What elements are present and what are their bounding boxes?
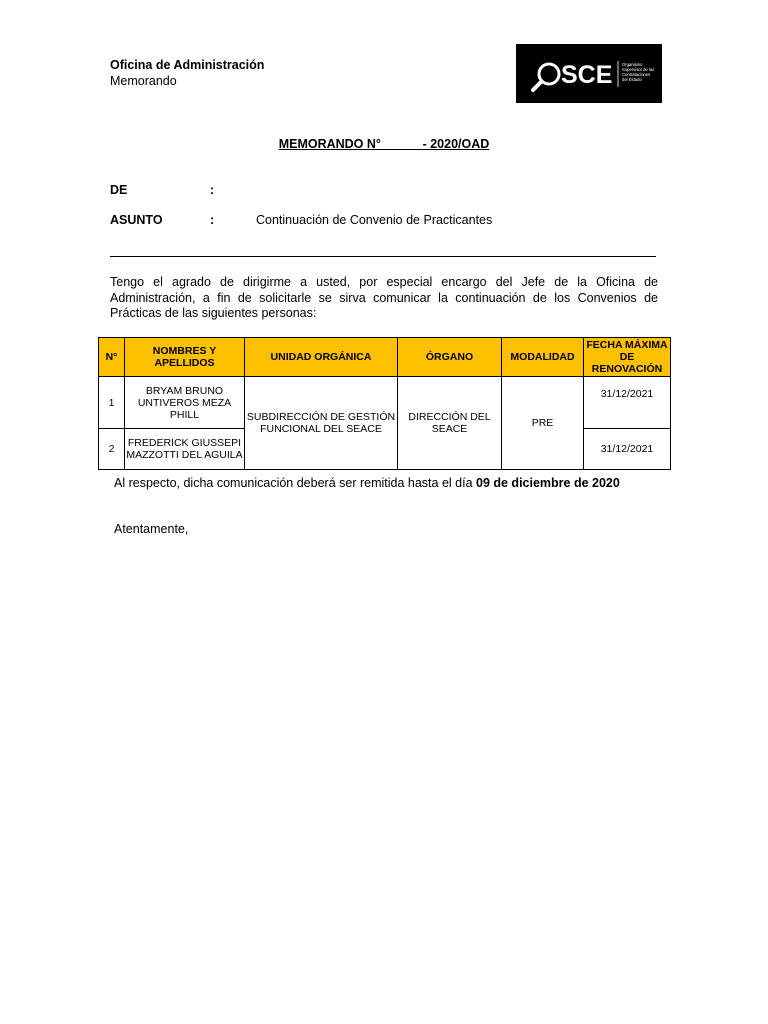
office-name: Oficina de Administración xyxy=(110,58,265,72)
header-organo: ÓRGANO xyxy=(398,338,502,377)
row-number: 1 xyxy=(99,377,125,429)
table-row xyxy=(99,377,671,429)
memo-title-suffix: - 2020/OAD xyxy=(422,137,490,151)
asunto-colon: : xyxy=(210,213,215,227)
header-num: N° xyxy=(99,338,125,377)
header-names: NOMBRES Y APELLIDOS xyxy=(125,338,245,377)
deadline-date: 09 de diciembre de 2020 xyxy=(476,476,620,490)
de-colon: : xyxy=(210,183,215,197)
memo-number-blank xyxy=(381,137,423,151)
row-number: 2 xyxy=(99,429,125,470)
de-label: DE xyxy=(110,183,128,197)
sign-off: Atentamente, xyxy=(114,522,189,536)
unidad-organica-cell: SUBDIRECCIÓN DE GESTIÓN FUNCIONAL DEL SEACE xyxy=(245,377,398,470)
header-fecha: FECHA MÁXIMA DE RENOVACIÓN xyxy=(584,338,671,377)
row-name: FREDERICK GIUSSEPI MAZZOTTI DEL AGUILA xyxy=(125,429,245,470)
document-type: Memorando xyxy=(110,74,177,88)
separator-line xyxy=(110,256,656,257)
closing-text: Al respecto, dicha comunicación deberá ser remitida hasta el día xyxy=(114,476,476,490)
table-header-row xyxy=(99,338,671,377)
closing-paragraph xyxy=(114,475,664,491)
row-date: 31/12/2021 xyxy=(584,429,671,470)
header-modalidad: MODALIDAD xyxy=(502,338,584,377)
intro-paragraph: Tengo el agrado de dirigirme a usted, por especial encargo del Jefe de la Oficina de Administración, a fin de solicitarle se sirva comunicar la continuación de los Convenios de Prácticas de las siguientes personas: xyxy=(110,275,658,320)
memo-title xyxy=(0,137,768,151)
modalidad-cell: PRE xyxy=(502,377,584,470)
memo-title-prefix: MEMORANDO N° xyxy=(278,137,381,151)
header-unidad: UNIDAD ORGÁNICA xyxy=(245,338,398,377)
asunto-value: Continuación de Convenio de Practicantes xyxy=(256,213,493,227)
practicantes-table xyxy=(98,337,671,470)
asunto-label: ASUNTO xyxy=(110,213,163,227)
row-name: BRYAM BRUNO UNTIVEROS MEZA PHILL xyxy=(125,377,245,429)
magnifier-icon xyxy=(533,64,559,90)
row-date: 31/12/2021 xyxy=(584,377,671,429)
logo-wordmark: SCE xyxy=(561,61,613,89)
organo-cell: DIRECCIÓN DEL SEACE xyxy=(398,377,502,470)
osce-logo xyxy=(516,44,662,103)
logo-tagline: Organismo Supervisor de las Contrataciones del Estado xyxy=(622,62,655,82)
